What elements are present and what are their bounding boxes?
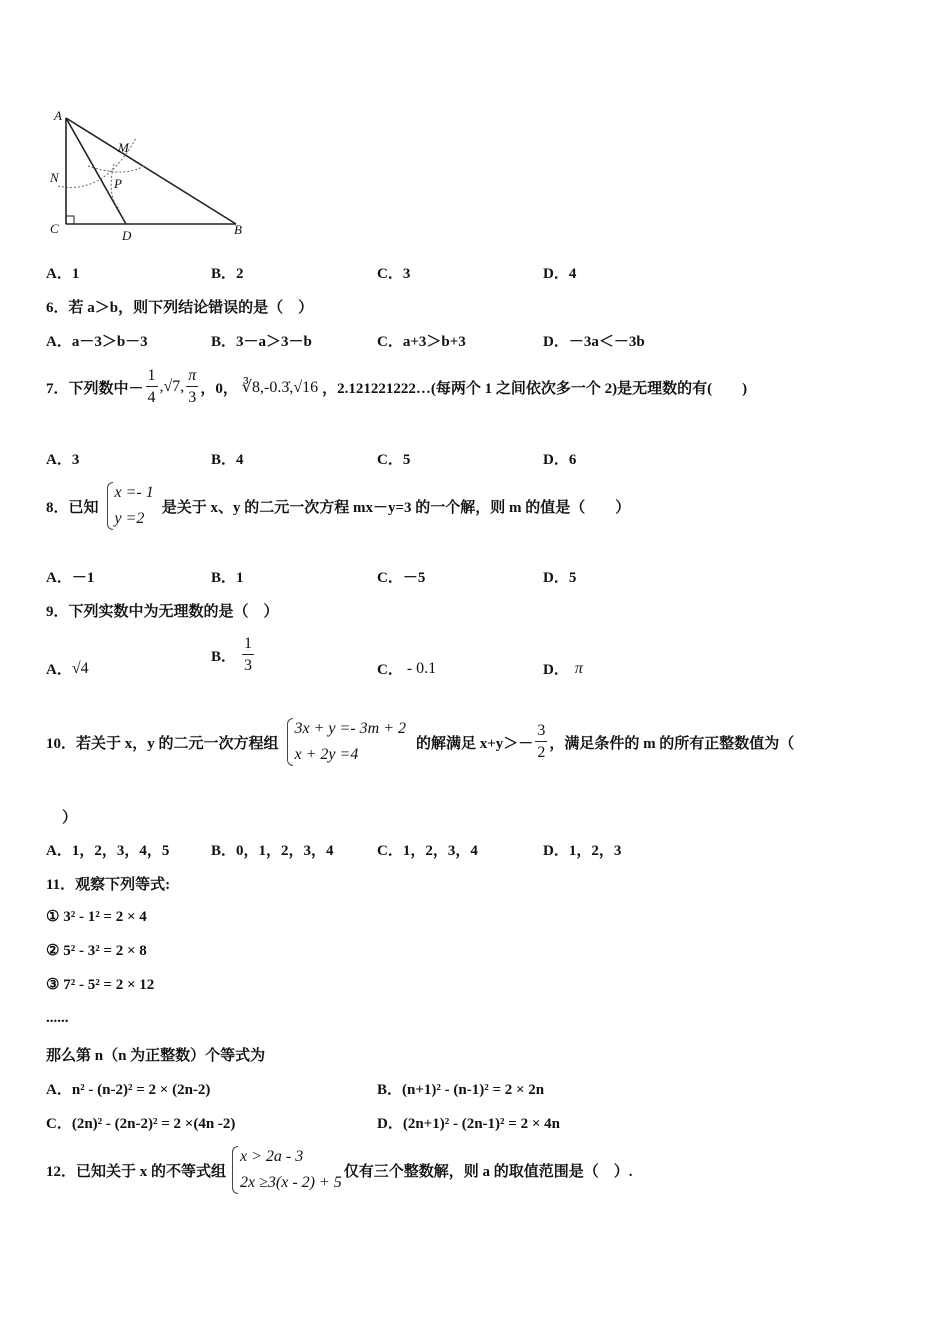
q11-line-2: ② 5² - 3² = 2 × 8 <box>46 943 147 959</box>
label-d: D <box>122 228 132 243</box>
q12-system: x > 2a - 3 2x ≥3(x - 2) + 5 <box>230 1144 342 1196</box>
q10-continuation: ） <box>62 810 78 826</box>
q7-prefix: 7．下列数中－ <box>46 380 144 397</box>
q8-stem <box>46 480 630 532</box>
q9-option-a[interactable]: A． √4 <box>46 659 89 678</box>
q9-option-b[interactable]: B． $\frac{1}{3}$ <box>211 635 253 674</box>
q12-suffix: 仅有三个整数解，则 a 的取值范围是（ ）. <box>343 1163 633 1180</box>
q6-option-a[interactable]: A．a－3＞b－3 <box>46 334 148 350</box>
q8-suffix: 是关于 x、y 的二元一次方程 mx－y=3 的一个解，则 m 的值是（ ） <box>161 499 631 516</box>
q11-line-1: ① 3² - 1² = 2 × 4 <box>46 909 147 925</box>
q7-sqrt7: ,√7, <box>159 378 185 395</box>
q6-option-b[interactable]: B．3－a＞3－b <box>211 334 312 350</box>
q7-frac-one-quarter: $\frac{1}{4}$ <box>147 367 156 406</box>
label-m: M <box>118 140 129 155</box>
q10-option-d[interactable]: D．1，2，3 <box>543 843 622 859</box>
q7-frac-pi-third: $\frac{\pi}{3}$ <box>188 367 197 406</box>
triangle-figure <box>44 106 254 246</box>
segment-ab <box>66 118 236 224</box>
q7-expression: ∛8,-0.3̇,√16 <box>241 379 319 396</box>
q7-option-c[interactable]: C．5 <box>377 452 411 468</box>
q8-option-a[interactable]: A．－1 <box>46 570 95 586</box>
q5-option-d[interactable]: D．4 <box>543 266 577 282</box>
right-angle-mark <box>66 216 74 224</box>
q5-option-a[interactable]: A．1 <box>46 266 80 282</box>
q7-stem <box>46 368 747 406</box>
q7-option-b[interactable]: B．4 <box>211 452 244 468</box>
q10-frac-three-halves: $\frac{3}{2}$ <box>537 722 546 761</box>
q11-stem: 11．观察下列等式: <box>46 877 171 893</box>
q9-option-c[interactable]: C． - 0.1 <box>377 659 437 678</box>
q11-line-3: ③ 7² - 5² = 2 × 12 <box>46 977 155 993</box>
q10-prefix: 10．若关于 x，y 的二元一次方程组 <box>46 735 279 752</box>
q8-system: x =- 1 y =2 <box>105 480 154 532</box>
label-b: B <box>234 222 242 237</box>
q11-option-a[interactable]: A．n² - (n-2)² = 2 × (2n-2) <box>46 1082 211 1098</box>
q6-option-d[interactable]: D．－3a＜－3b <box>543 334 645 350</box>
q8-option-c[interactable]: C．－5 <box>377 570 426 586</box>
q7-option-d[interactable]: D．6 <box>543 452 577 468</box>
q6-stem: 6．若 a＞b，则下列结论错误的是（ ） <box>46 300 314 316</box>
q10-suffix: ，满足条件的 m 的所有正整数值为（ <box>549 735 795 752</box>
q8-option-d[interactable]: D．5 <box>543 570 577 586</box>
q8-option-b[interactable]: B．1 <box>211 570 244 586</box>
q10-system: 3x + y =- 3m + 2 x + 2y =4 <box>285 716 406 768</box>
q10-mid: 的解满足 x+y＞－ <box>416 735 534 752</box>
q11-dots: ...... <box>46 1010 69 1026</box>
q11-ask: 那么第 n（n 为正整数）个等式为 <box>46 1048 266 1064</box>
q11-option-c[interactable]: C．(2n)² - (2n-2)² = 2 ×(4n -2) <box>46 1116 236 1132</box>
q5-option-c[interactable]: C．3 <box>377 266 411 282</box>
q7-suffix: ，2.121221222…(每两个 1 之间依次多一个 2)是无理数的有( ) <box>322 380 748 397</box>
q12-prefix: 12．已知关于 x 的不等式组 <box>46 1163 227 1180</box>
q11-option-b[interactable]: B．(n+1)² - (n-1)² = 2 × 2n <box>377 1082 545 1098</box>
q7-option-a[interactable]: A．3 <box>46 452 80 468</box>
q10-option-b[interactable]: B．0，1，2，3，4 <box>211 843 334 859</box>
q10-option-c[interactable]: C．1，2，3，4 <box>377 843 478 859</box>
segment-ad <box>66 118 126 224</box>
q5-option-b[interactable]: B．2 <box>211 266 244 282</box>
q10-option-a[interactable]: A．1，2，3，4，5 <box>46 843 170 859</box>
q9-option-d[interactable]: D． π <box>543 659 583 678</box>
label-p: P <box>114 176 122 191</box>
q8-prefix: 8．已知 <box>46 499 99 516</box>
label-n: N <box>50 170 59 185</box>
q12-stem <box>46 1144 633 1196</box>
q10-stem <box>46 716 794 768</box>
q7-mid: ，0， <box>200 380 238 397</box>
q9-stem: 9．下列实数中为无理数的是（ ） <box>46 604 279 620</box>
q6-option-c[interactable]: C．a+3＞b+3 <box>377 334 466 350</box>
q11-option-d[interactable]: D．(2n+1)² - (2n-1)² = 2 × 4n <box>377 1116 560 1132</box>
label-c: C <box>50 221 59 236</box>
label-a: A <box>54 108 62 123</box>
